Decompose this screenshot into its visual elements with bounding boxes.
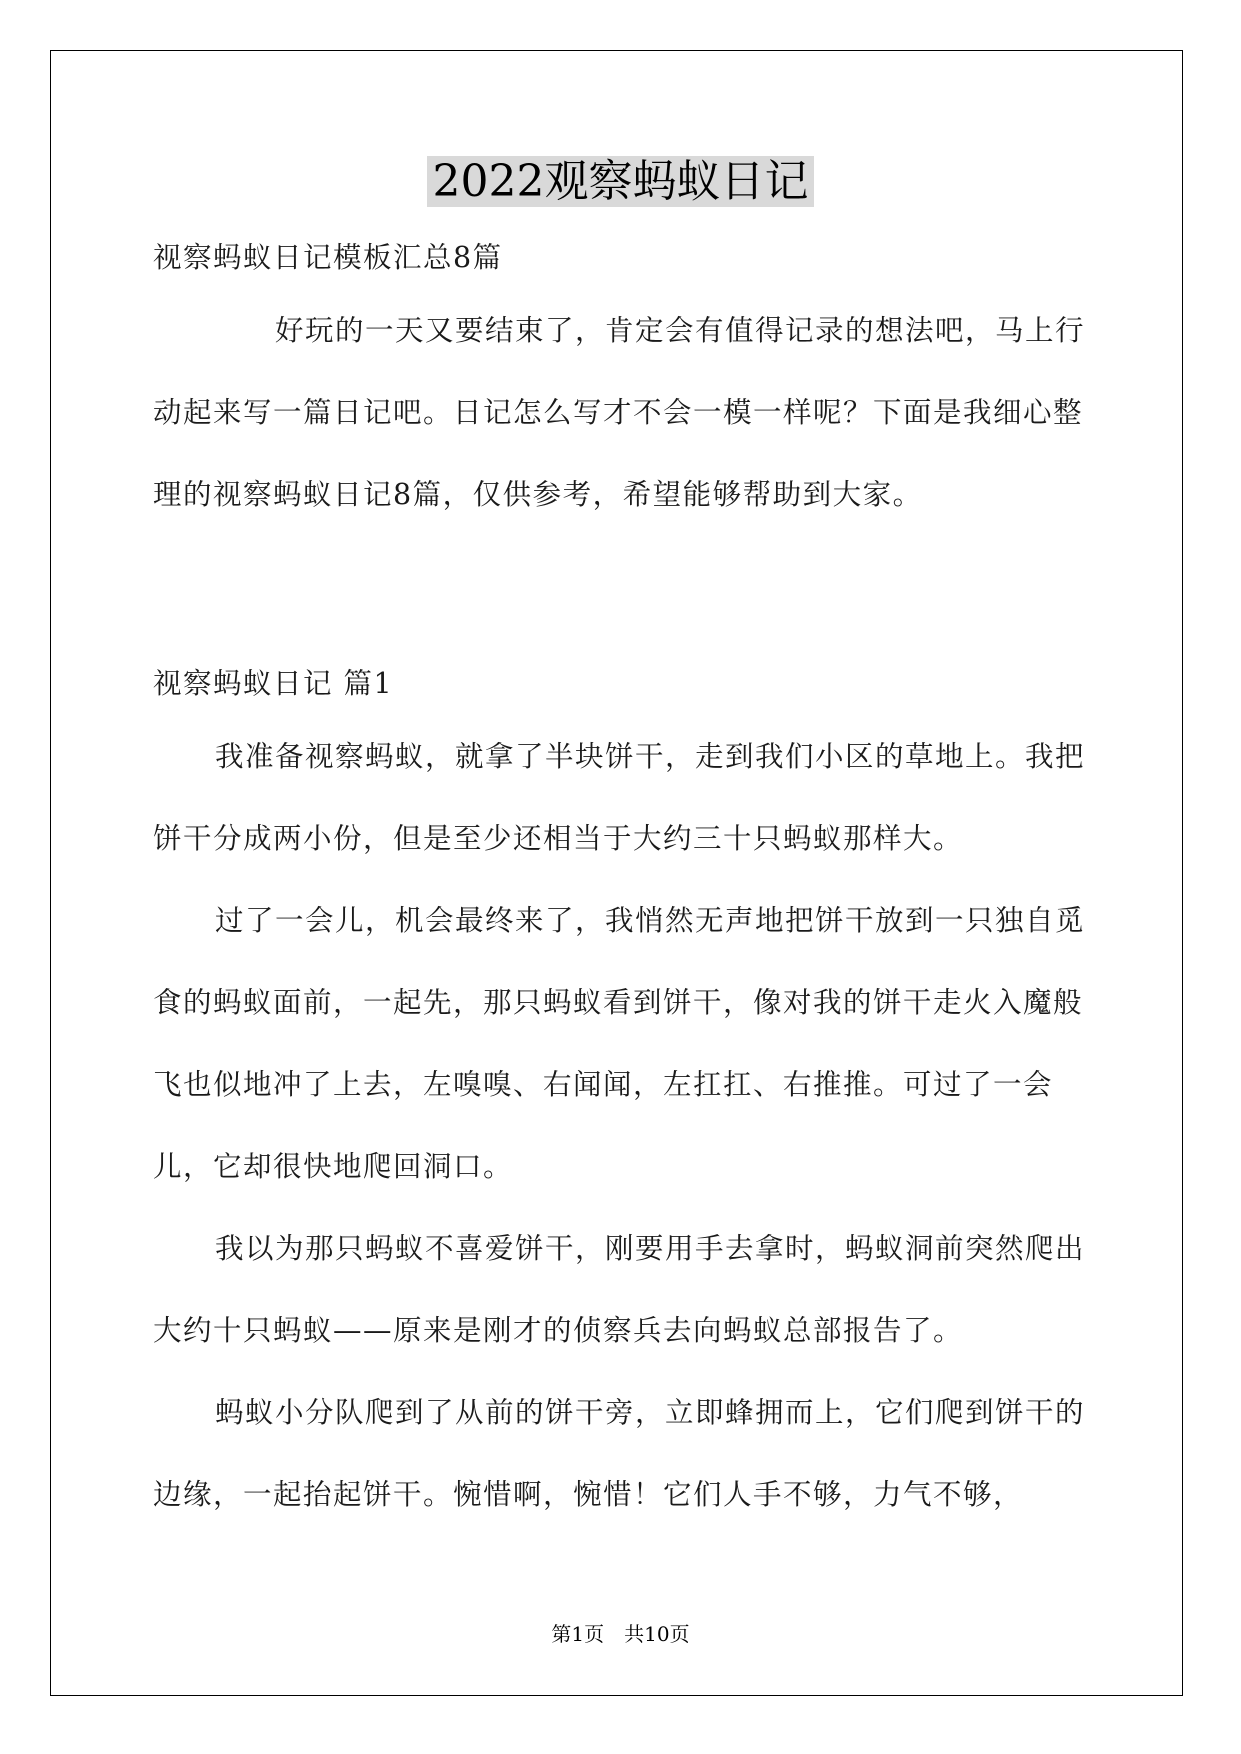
document-subtitle: 视察蚂蚁日记模板汇总8篇 — [153, 241, 503, 274]
document-title-text: 2022观察蚂蚁日记 — [427, 156, 815, 207]
document-title — [0, 150, 1241, 214]
intro-paragraph: 好玩的一天又要结束了，肯定会有值得记录的想法吧，马上行动起来写一篇日记吧。日记怎么写才不会一模一样呢？下面是我细心整理的视察蚂蚁日记8篇，仅供参考，希望能够帮助到大家。 — [153, 314, 1086, 511]
page-footer: 第1页 共10页 — [551, 1622, 690, 1646]
body-paragraph-2: 过了一会儿，机会最终来了，我悄然无声地把饼干放到一只独自觅食的蚂蚁面前，一起先，那只蚂蚁看到饼干，像对我的饼干走火入魔般飞也似地冲了上去，左嗅嗅、右闻闻，左扛扛、右推推。可过了一会儿，它却很快地爬回洞口。 — [153, 904, 1086, 1183]
body-paragraph-3: 我以为那只蚂蚁不喜爱饼干，刚要用手去拿时，蚂蚁洞前突然爬出大约十只蚂蚁——原来是刚才的侦察兵去向蚂蚁总部报告了。 — [153, 1232, 1086, 1347]
body-paragraph-1: 我准备视察蚂蚁，就拿了半块饼干，走到我们小区的草地上。我把饼干分成两小份，但是至少还相当于大约三十只蚂蚁那样大。 — [153, 740, 1086, 855]
body-paragraph-4: 蚂蚁小分队爬到了从前的饼干旁，立即蜂拥而上，它们爬到饼干的边缘，一起抬起饼干。惋惜啊，惋惜！它们人手不够，力气不够， — [153, 1396, 1086, 1511]
section-heading: 视察蚂蚁日记 篇1 — [153, 667, 394, 700]
